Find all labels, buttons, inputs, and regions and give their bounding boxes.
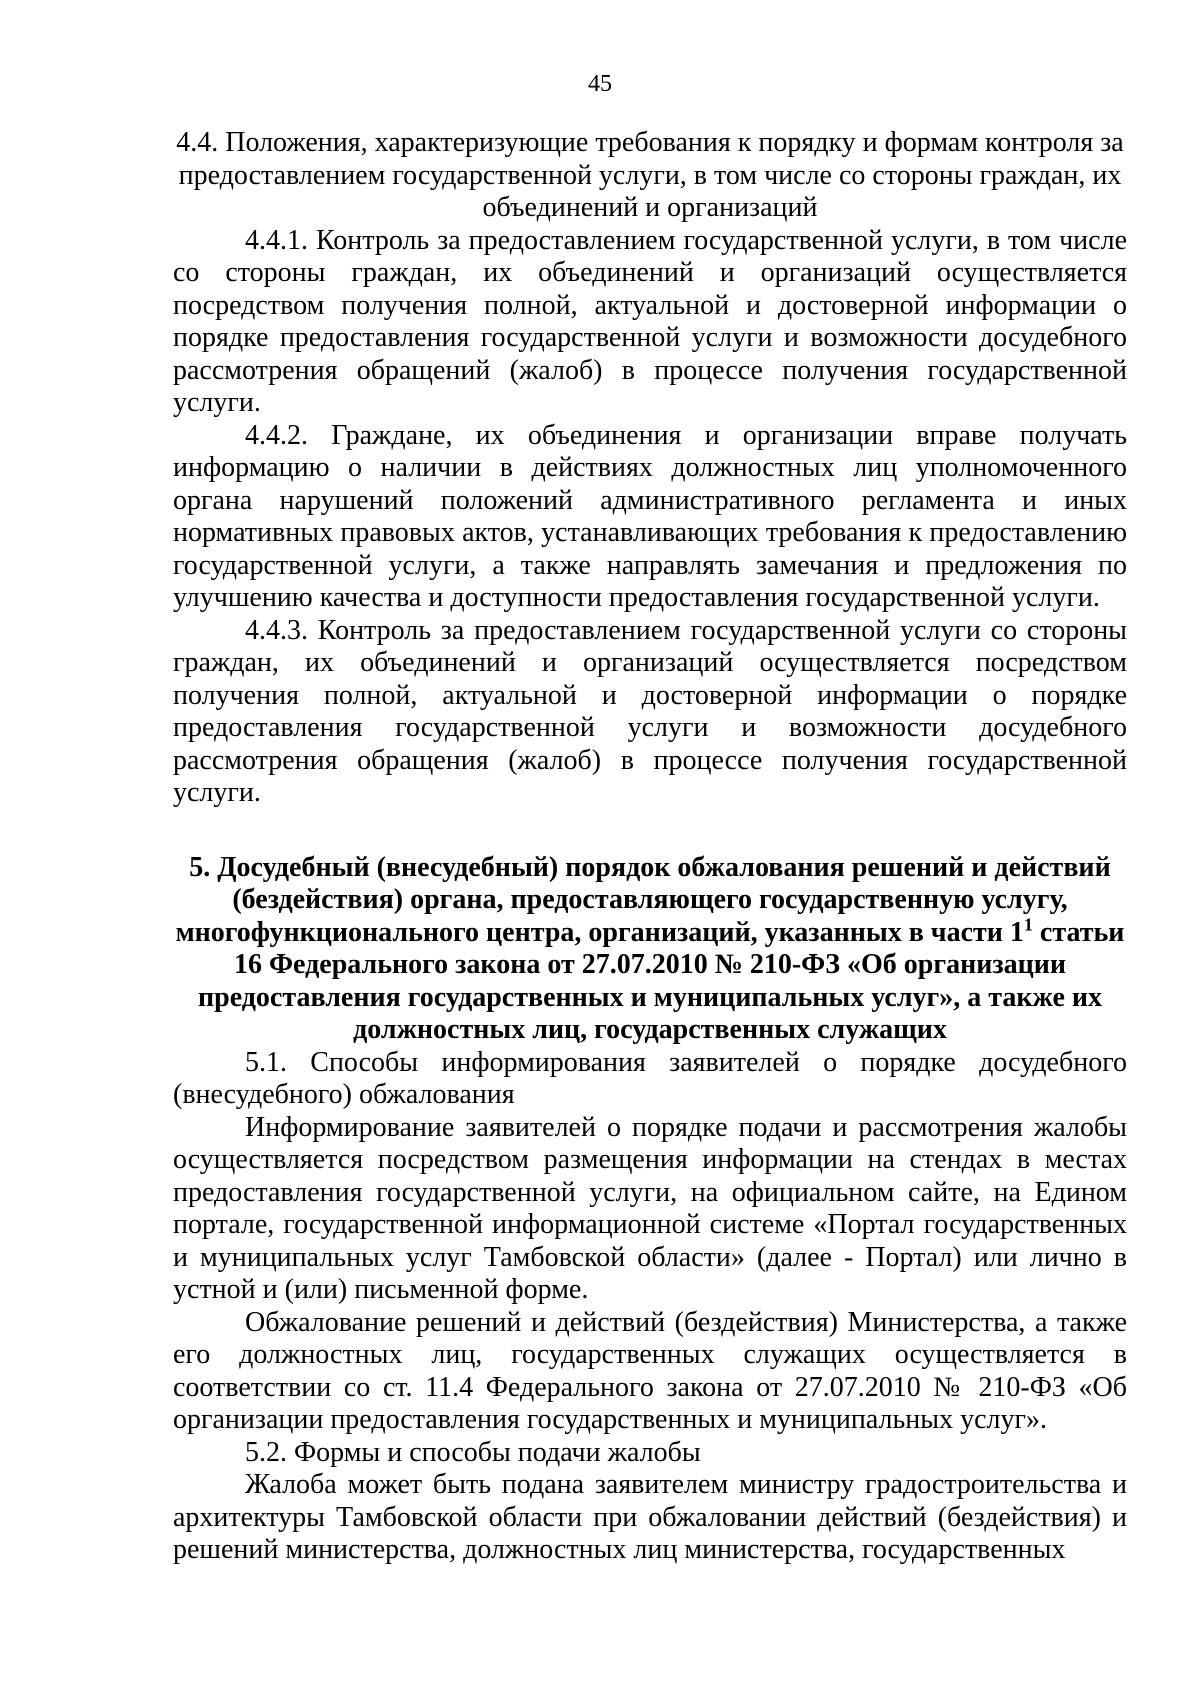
- section-5-heading-part-1: 5. Досудебный (внесудебный) порядок обжалования решений и действий (бездействия) органа, предоставляющего государственную услугу, многофункционального центра, организаций, указанных в части 1: [175, 851, 1111, 948]
- section-5-heading-part-2: статьи 16 Федерального закона от 27.07.2010 № 210-ФЗ «Об организации предоставления государственных и муниципальных услуг», а также их должностных лиц, государственных служащих: [198, 916, 1125, 1045]
- paragraph-4-4-1: 4.4.1. Контроль за предоставлением государственной услуги, в том числе со стороны граждан, их объединений и организаций осуществляется посредством получения полной, актуальной и достоверной информации о порядке предоставления государственной услуги и возможности досудебного рассмотрения обращений (жалоб) в процессе получения государственной услуги.: [173, 224, 1127, 418]
- paragraph-appeal: Обжалование решений и действий (бездействия) Министерства, а также его должностных лиц, государственных служащих осуществляется в соответствии со ст. 11.4 Федерального закона от 27.07.2010 № 210-ФЗ «Об организации предоставления государственных и муниципальных услуг».: [173, 1306, 1127, 1435]
- paragraph-4-4-2: 4.4.2. Граждане, их объединения и организации вправе получать информацию о наличии в действиях должностных лиц уполномоченного органа нарушений положений административного регламента и иных нормативных правовых актов, устанавливающих требования к предоставлению государственной услуги, а также направлять замечания и предложения по улучшению качества и доступности предоставления государственной услуги.: [173, 419, 1127, 613]
- document-body: [173, 127, 1127, 1567]
- section-5-heading: [173, 852, 1127, 1047]
- paragraph-complaint: Жалоба может быть подана заявителем министру градостроительства и архитектуры Тамбовской области при обжаловании действий (бездействия) и решений министерства, должностных лиц министерства, государственных: [173, 1469, 1127, 1565]
- paragraph-5-1: 5.1. Способы информирования заявителей о порядке досудебного (внесудебного) обжалования: [173, 1046, 1127, 1110]
- subsection-title: 4.4. Положения, характеризующие требования к порядку и формам контроля за предоставлением государственной услуги, в том числе со стороны граждан, их объединений и организаций: [176, 127, 1124, 223]
- section-5-heading-superscript: 1: [1023, 914, 1033, 935]
- paragraph-informing: Информирование заявителей о порядке подачи и рассмотрения жалобы осуществляется посредством размещения информации на стендах в местах предоставления государственной услуги, на официальном сайте, на Едином портале, государственной информационной системе «Портал государственных и муниципальных услуг Тамбовской области» (далее - Портал) или лично в устной и (или) письменной форме.: [173, 1111, 1127, 1305]
- paragraph-5-2: 5.2. Формы и способы подачи жалобы: [245, 1436, 701, 1468]
- paragraph-4-4-3: 4.4.3. Контроль за предоставлением государственной услуги со стороны граждан, их объединений и организаций осуществляется посредством получения полной, актуальной и достоверной информации о порядке предоставления государственной услуги и возможности досудебного рассмотрения обращения (жалоб) в процессе получения государственной услуги.: [173, 614, 1127, 808]
- page-number: 45: [588, 71, 612, 97]
